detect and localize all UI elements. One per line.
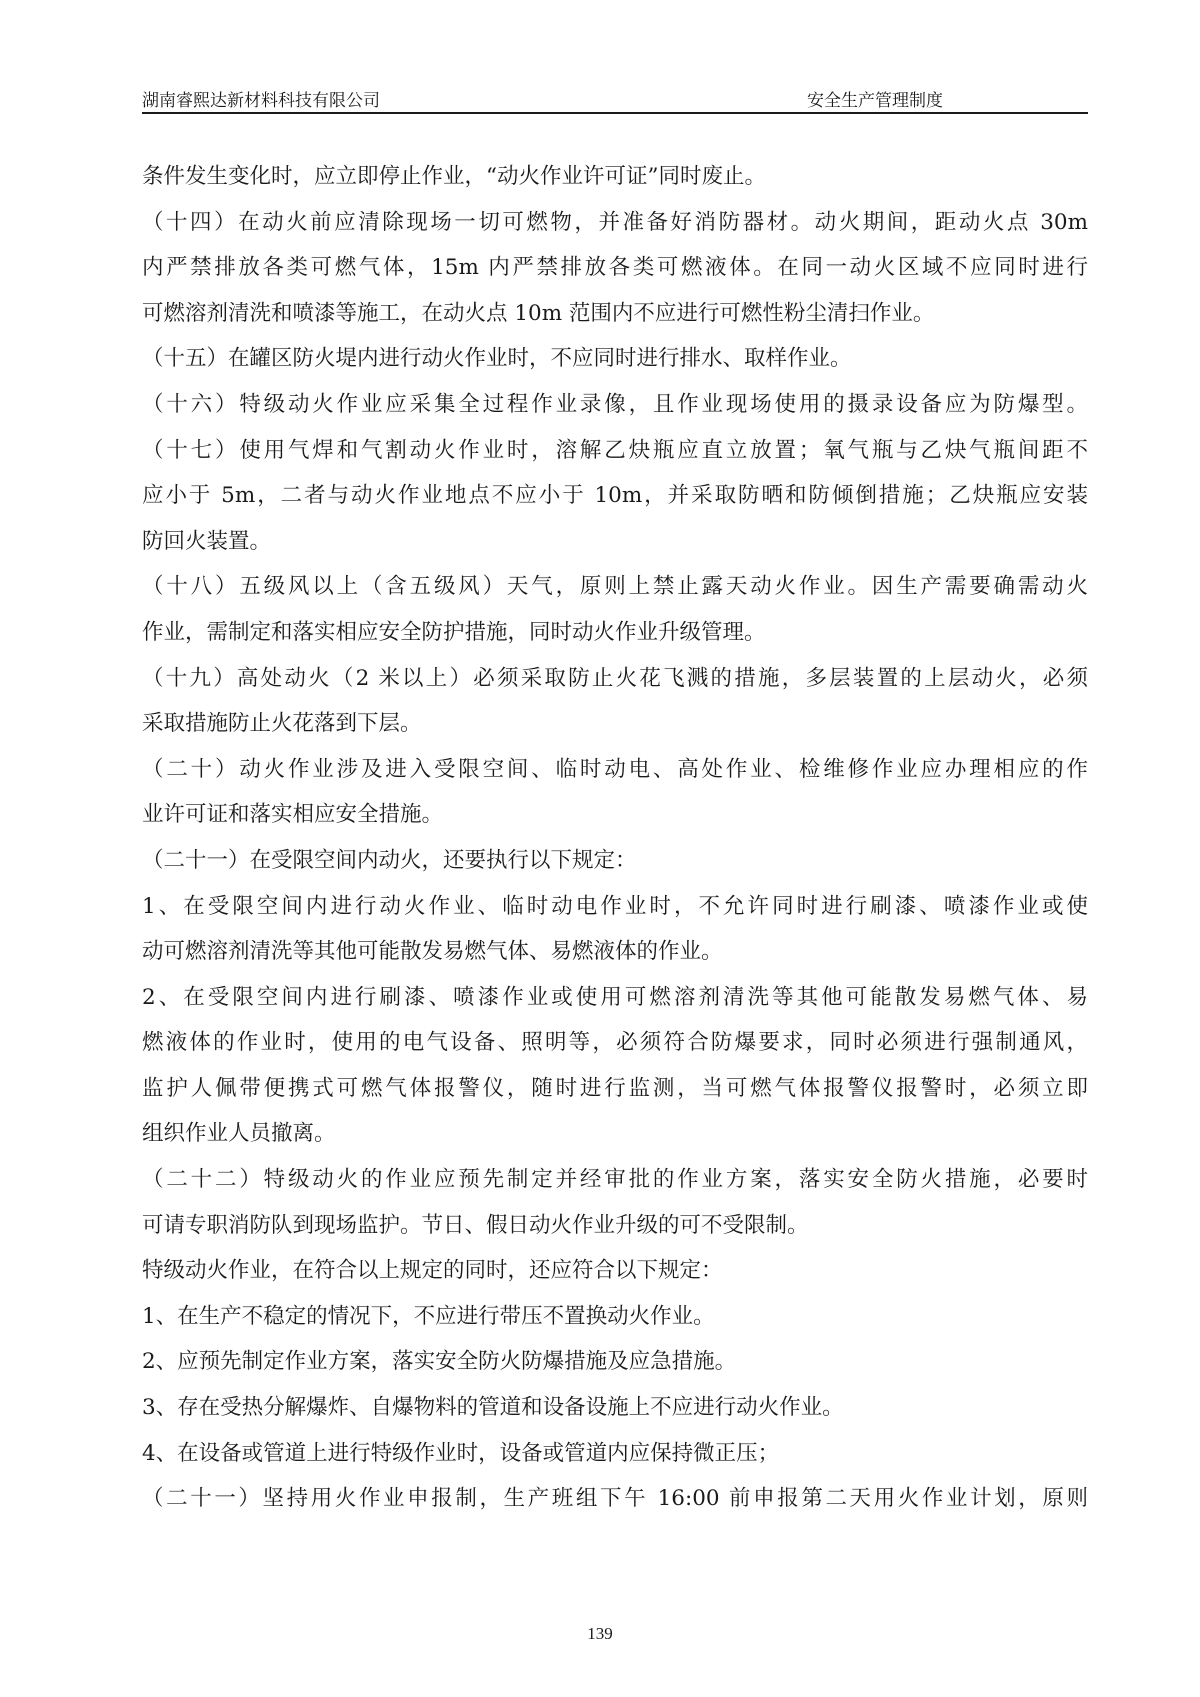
body-text-line: （十五）在罐区防火堤内进行动火作业时，不应同时进行排水、取样作业。 [142,346,852,372]
body-text-line: （十七）使用气焊和气割动火作业时，溶解乙炔瓶应直立放置；氧气瓶与乙炔气瓶间距不 [142,437,1088,463]
body-text-line: 作业，需制定和落实相应安全防护措施，同时动火作业升级管理。 [142,619,766,645]
body-text-line: 4、在设备或管道上进行特级作业时，设备或管道内应保持微正压； [142,1440,780,1466]
body-text-line: （十八）五级风以上（含五级风）天气，原则上禁止露天动火作业。因生产需要确需动火 [142,574,1088,600]
body-text-line: （十四）在动火前应清除现场一切可燃物，并准备好消防器材。动火期间，距动火点 30m [142,209,1088,235]
body-text-line: 条件发生变化时，应立即停止作业，“动火作业许可证”同时废止。 [142,164,766,189]
body-text-line: 防回火装置。 [142,528,272,554]
body-text-line: （十九）高处动火（2 米以上）必须采取防止火花飞溅的措施，多层装置的上层动火，必须 [142,665,1088,691]
body-text-line: 1、在受限空间内进行动火作业、临时动电作业时，不允许同时进行刷漆、喷漆作业或使 [142,893,1088,919]
body-text-line: （十六）特级动火作业应采集全过程作业录像，且作业现场使用的摄录设备应为防爆型。 [142,391,1088,417]
body-text-line: 特级动火作业，在符合以上规定的同时，还应符合以下规定： [142,1258,723,1284]
body-text-line: 动可燃溶剂清洗等其他可能散发易燃气体、易燃液体的作业。 [142,939,723,965]
body-text-line: 1、在生产不稳定的情况下，不应进行带压不置换动火作业。 [142,1303,715,1329]
page-number: 139 [587,1624,613,1643]
body-text-line: （二十二）特级动火的作业应预先制定并经审批的作业方案，落实安全防火措施，必要时 [142,1167,1088,1193]
body-text-line: 监护人佩带便携式可燃气体报警仪，随时进行监测，当可燃气体报警仪报警时，必须立即 [142,1075,1088,1101]
body-text-line: 组织作业人员撤离。 [142,1121,336,1147]
body-text-line: 可燃溶剂清洗和喷漆等施工，在动火点 10m 范围内不应进行可燃性粉尘清扫作业。 [142,300,935,326]
body-text-line: 可请专职消防队到现场监护。节日、假日动火作业升级的可不受限制。 [142,1212,809,1238]
body-text-line: 应小于 5m，二者与动火作业地点不应小于 10m，并采取防晒和防倾倒措施；乙炔瓶应安装 [142,483,1088,509]
body-text-line: （二十一）在受限空间内动火，还要执行以下规定： [142,847,637,873]
body-text-line: 2、应预先制定作业方案，落实安全防火防爆措施及应急措施。 [142,1349,737,1375]
body-text-line: 内严禁排放各类可燃气体，15m 内严禁排放各类可燃液体。在同一动火区域不应同时进行 [142,255,1088,281]
body-text-line: 2、在受限空间内进行刷漆、喷漆作业或使用可燃溶剂清洗等其他可能散发易燃气体、易 [142,984,1088,1010]
body-text-line: 业许可证和落实相应安全措施。 [142,802,444,828]
body-text-line: 采取措施防止火花落到下层。 [142,711,422,737]
body-text-line: 燃液体的作业时，使用的电气设备、照明等，必须符合防爆要求，同时必须进行强制通风， [142,1030,1088,1056]
body-text-line: （二十）动火作业涉及进入受限空间、临时动电、高处作业、检维修作业应办理相应的作 [142,756,1088,782]
body-text-line: 3、存在受热分解爆炸、自爆物料的管道和设备设施上不应进行动火作业。 [142,1395,844,1421]
company-name: 湖南睿熙达新材料科技有限公司 [142,91,380,111]
document-section-title: 安全生产管理制度 [807,91,943,111]
body-text-line: （二十一）坚持用火作业申报制，生产班组下午 16:00 前申报第二天用火作业计划，原则 [142,1486,1088,1512]
page-header [142,82,1088,114]
document-body [142,154,1088,1522]
